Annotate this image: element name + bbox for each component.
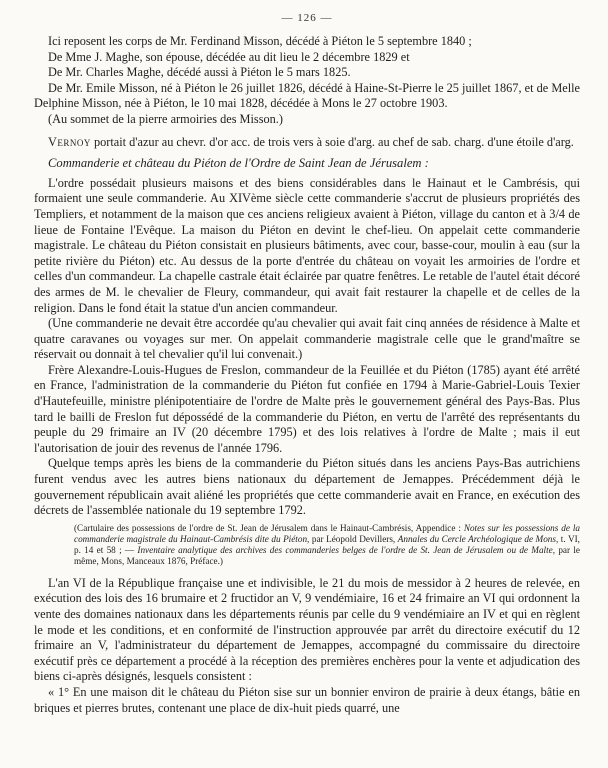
body-paragraph: (Une commanderie ne devait être accordée qu'au chevalier qui avait fait cinq années de résidence à Malte et quatre caravanes ou voyages sur mer. On appelait commanderie magistrale celle que le grand'maître se réservait ou donnait à tel chevalier qu'il lui convenait.) xyxy=(34,316,580,362)
burial-line: De Mr. Emile Misson, né à Piéton le 26 juillet 1826, décédé à Haine-St-Pierre le 25 juillet 1867, et de Melle Delphine Misson, née à Piéton, le 10 mai 1828, décédée à Mons le 27 octobre 1903. xyxy=(34,80,580,111)
burial-line: De Mme J. Maghe, son épouse, décédée au dit lieu le 2 décembre 1829 et xyxy=(48,49,410,64)
note-text: t. VI, p. 14 et 58 ; — xyxy=(74,533,580,555)
burial-line: (Au sommet de la pierre armoiries des Misson.) xyxy=(48,111,283,126)
note-italic-text: Inventaire analytique des archives des commanderies belges de l'ordre de St. Jean de Jérusalem ou de Malte, xyxy=(137,544,556,555)
section-title: Commanderie et château du Piéton de l'Ordre de Saint Jean de Jérusalem : xyxy=(48,156,429,171)
note-italic-text: Notes sur les possessions de la commanderie magistrale du Hainaut-Cambrésis dite du Piéton, xyxy=(74,522,580,544)
closing-paragraph: L'an VI de la République française une et indivisible, le 21 du mois de messidor à 2 heures de relevée, en exécution des lois des 16 brumaire et 2 fructidor an V, 9 vendémiaire, 16 et 24 frimaire an VI qui ordonnent la vente des domaines nationaux dans les départements réunis par celle du 9 vendémiaire an IV et qui en règlent le mode et les conditions, et en conformité de l'instruction approuvée par arrêt du directoire exécutif du 12 frimaire an V, l'administrateur du département de Jemappes, accompagné du commissaire du directoire exécutif près ce département a procédé à la réception des premières enchères pour la vente et adjudication des biens ci-après désignés, lesquels consistent : xyxy=(34,575,580,684)
note-italic-text: Annales du Cercle Archéologique de Mons, xyxy=(397,533,559,544)
heraldry-name: Vernoy xyxy=(48,134,91,149)
burial-line: De Mr. Charles Maghe, décédé aussi à Piéton le 5 mars 1825. xyxy=(48,65,351,80)
note-text: par le même, Mons, Manceaux 1876, Préface.) xyxy=(74,544,580,566)
body-paragraph: Quelque temps après les biens de la commanderie du Piéton situés dans les anciens Pays-Bas autrichiens furent vendus avec les autres biens nationaux du département de Jemappes. Précédemment déjà le gouvernement républicain avait aliéné les propriétés que cette commanderie avait en France, en exécution des décrets de l'assemblée nationale du 19 septembre 1792. xyxy=(34,456,580,518)
quoted-paragraph: « 1° En une maison dit le château du Piéton sise sur un bonnier environ de prairie à deux étangs, bâtie en briques et pierres brutes, contenant une place de dix-huit pieds quarré, une xyxy=(34,684,580,715)
note-text: par Léopold Devillers, xyxy=(309,533,398,544)
body-paragraph: Frère Alexandre-Louis-Hugues de Freslon, commandeur de la Feuillée et du Piéton (1785) ayant été arrêté en France, l'administration de la commanderie du Piéton fut confiée en 1794 à Marie-Gabriel-Louis Texier d'Hautefeuille, ministre plénipotentiaire de l'ordre de Malte près le gouvernement général des Pays-Bas. Plus tard le bailli de Freslon fut dépossédé de la commanderie du Piéton, en vertu de l'arrêté des représentants du peuple du 29 frimaire an IV (20 décembre 1795) et des lois relatives à l'ordre de Malte ; mais il eut l'autorisation de jouir des revenus de l'année 1796. xyxy=(34,362,580,455)
body-paragraph: L'ordre possédait plusieurs maisons et des biens considérables dans le Hainaut et le Cambrésis, qui formaient une seule commanderie. Au XIVème siècle cette commanderie s'accrut de plusieurs propriétés des Templiers, et notamment de la maison que ces anciens religieux avaient à Piéton, village du canton et à 3/4 de lieue de Fontaine l'Evêque. La maison du Piéton en devint le chef-lieu. On appelait cette commanderie magistrale. Le château du Piéton consistait en plusieurs bâtiments, avec cour, basse-cour, moulin à eau (sur la petite rivière du Piéton) etc. Au dessus de la porte d'entrée du château on voyait les armoiries de l'ordre et celles d'un commandeur. La chapelle castrale était éclairée par quatre fenêtres. Le retable de l'autel était décoré des armes de M. le chevalier de Fleury, commandeur, qui avait fait restaurer la chapelle et de celles de la religion. Dans le fond était la statue d'un ancien commandeur. xyxy=(34,175,580,315)
burial-line: Ici reposent les corps de Mr. Ferdinand Misson, décédé à Piéton le 5 septembre 1840 ; xyxy=(48,34,472,48)
page-number: — 126 — xyxy=(281,12,333,24)
note-text: (Cartulaire des possessions de l'ordre de St. Jean de Jérusalem dans le Hainaut-Cambrésis, Appendice : xyxy=(74,522,464,533)
burial-inscription xyxy=(34,34,580,128)
source-note xyxy=(34,523,580,567)
heraldry-text: portait d'azur au chevr. d'or acc. de trois vers à soie d'arg. au chef de sab. charg. d'une étoile d'arg. xyxy=(93,134,574,149)
heraldry-paragraph xyxy=(34,135,580,151)
